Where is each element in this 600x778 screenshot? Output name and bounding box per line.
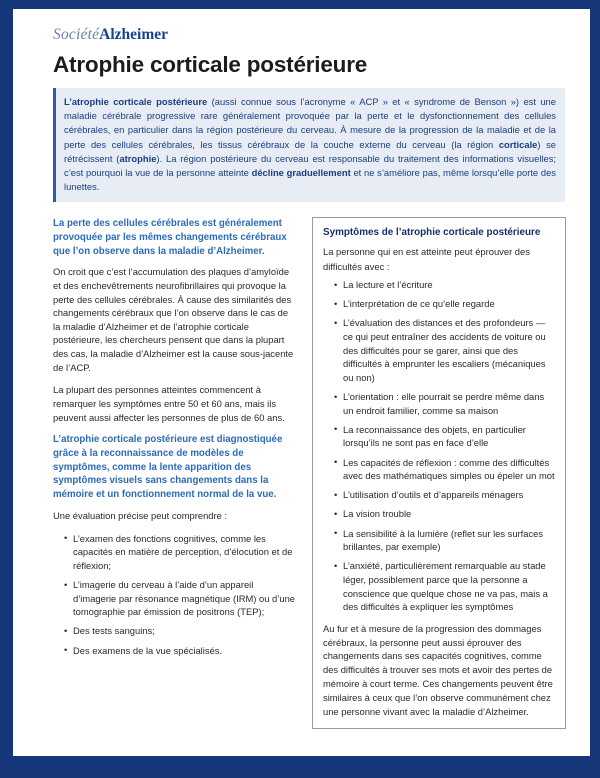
list-item: • L’orientation : elle pourrait se perdre même dans un endroit familier, comme sa maison	[334, 390, 556, 417]
intro-text-part4: et ne s’améliore pas, même lorsqu’elle porte des lunettes.	[64, 166, 556, 192]
intro-bold-atrophie: atrophie	[119, 152, 157, 164]
list-item: • L’évaluation des distances et des profondeurs — ce qui peut entraîner des accidents de voiture ou des difficultés pour se garer, ainsi que des difficultés à emprunter les escaliers (mécaniques ou non)	[334, 316, 556, 384]
left-heading-cell-loss: La perte des cellules cérébrales est généralement provoquée par les mêmes changements cérébraux que l’on observe dans la maladie d’Alzheimer.	[53, 218, 287, 257]
evaluation-list	[53, 532, 296, 658]
left-heading-diagnosis: L’atrophie corticale postérieure est diagnostiquée grâce à la reconnaissance de modèles de symptômes, comme la lente apparition des symptômes visuels sans changements dans la mémoire et un fonctionnement normal de la vue.	[53, 434, 283, 501]
intro-bold-decline: décline graduellement	[251, 166, 351, 178]
document-page	[13, 9, 590, 756]
left-column	[50, 217, 296, 657]
sidebar-box-lead: La personne qui en est atteinte peut éprouver des difficultés avec :	[323, 246, 530, 272]
organization-logo	[53, 27, 566, 43]
list-item: • La sensibilité à la lumière (reflet sur les surfaces brillantes, par exemple)	[334, 527, 556, 554]
list-item: • L’utilisation d’outils et d’appareils ménagers	[334, 488, 556, 502]
list-item: • L’imagerie du cerveau à l’aide d’un appareil d’imagerie par résonance magnétique (IRM) ou d’une tomographie par émission de positrons (TEP);	[64, 578, 296, 619]
content-columns	[50, 217, 566, 729]
list-item: • Des examens de la vue spécialisés.	[64, 644, 296, 658]
left-paragraph-amyloid: On croit que c’est l’accumulation des plaques d’amyloïde et des enchevêtrements neurofibrillaires qui provoque la perte des cellules cérébrales. À cause des similarités des changements cérébraux que l’on observe dans le cas de la maladie d’Alzheimer et de l’atrophie corticale postérieure, les chercheurs pensent que dans la plupart des cas, la maladie d’Alzheimer est la cause sous-jacente de l’ACP.	[53, 266, 294, 373]
logo-word-alzheimer: Alzheimer	[99, 26, 169, 43]
left-paragraph-evaluation-lead: Une évaluation précise peut comprendre :	[53, 510, 228, 522]
intro-lead-bold: L’atrophie corticale postérieure	[64, 96, 208, 108]
list-item: • Des tests sanguins;	[64, 624, 296, 638]
symptoms-list	[323, 278, 556, 614]
intro-text-part2: ) se rétrécissent (	[64, 138, 556, 164]
list-item: • L’examen des fonctions cognitives, comme les capacités en matière de perception, d’élocution et de réflexion;	[64, 532, 296, 573]
list-item: • La vision trouble	[334, 507, 556, 521]
sidebar-box-title: Symptômes de l’atrophie corticale postérieure	[323, 227, 541, 239]
list-item: • Les capacités de réflexion : comme des difficultés avec des mathématiques simples ou épeler un mot	[334, 456, 556, 483]
symptoms-sidebar-box	[312, 217, 566, 729]
list-item: • L’interprétation de ce qu’elle regarde	[334, 297, 556, 311]
sidebar-box-closing-paragraph: Au fur et à mesure de la progression des dommages cérébraux, la personne peut aussi éprouver des changements dans ses capacités cognitives, comme des difficultés à trouver ses mots et avoir des pertes de mémoire à court terme. Ces changements peuvent être similaires à ceux que l’on observe communément chez une personne vivant avec la maladie d’Alzheimer.	[323, 622, 553, 717]
page-title: Atrophie corticale postérieure	[53, 51, 368, 77]
intro-text-part3: ). La région postérieure du cerveau est responsable du traitement des informations visuelles; c’est pourquoi la vue de la personne atteinte	[64, 152, 556, 178]
left-paragraph-age-onset: La plupart des personnes atteintes commencent à remarquer les symptômes entre 50 et 60 ans, mais ils peuvent aussi affecter les personnes de plus de 60 ans.	[53, 384, 285, 423]
list-item: • La reconnaissance des objets, en particulier lorsqu’ils ne sont pas en face d’elle	[334, 423, 556, 450]
intro-text-part1: (aussi connue sous l’acronyme « ACP » et « syndrome de Benson ») est une maladie cérébrale progressive rare généralement provoquée par la perte et le dysfonctionnement des cellules cérébrales, en particulier dans la région postérieure du cerveau. À mesure de la progression de la maladie et de la perte des cellules cérébrales, les tissus cérébraux de la couche externe du cerveau (la région	[64, 96, 556, 150]
logo-word-societe: Société	[53, 26, 100, 43]
intro-bold-corticale: corticale	[498, 138, 538, 150]
list-item: • L’anxiété, particulièrement remarquable au stade léger, possiblement parce que la personne a conscience que quelque chose ne va pas, mais a des difficultés à expliquer les symptômes	[334, 559, 556, 614]
list-item: • La lecture et l’écriture	[334, 278, 556, 292]
intro-callout	[53, 88, 565, 202]
